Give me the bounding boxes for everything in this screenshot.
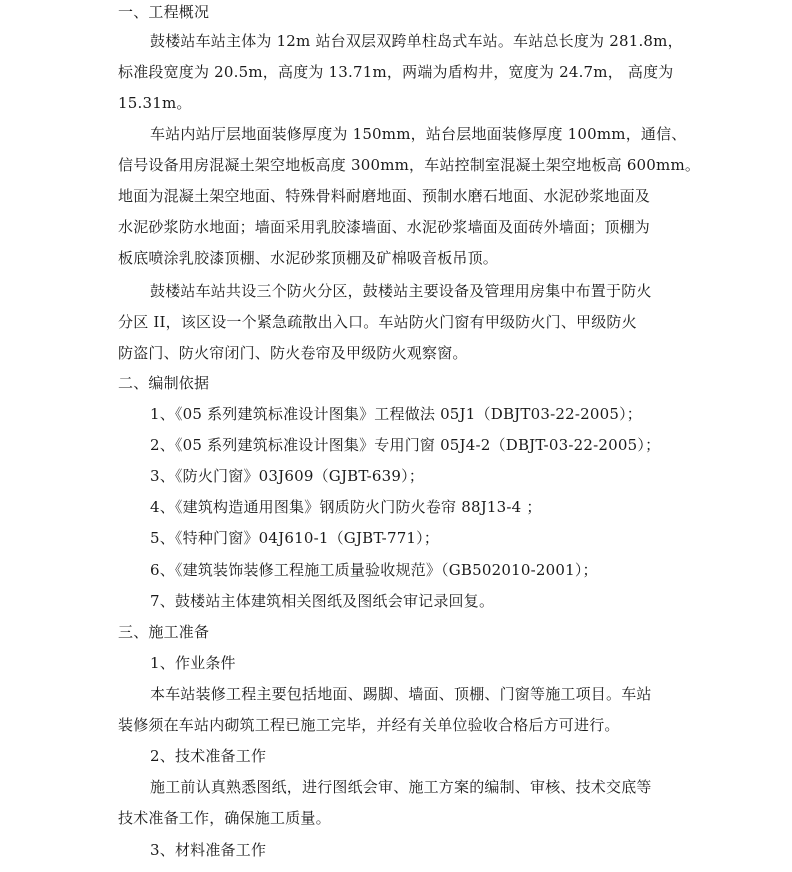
paragraph-line: 防盗门、防火帘闭门、防火卷帘及甲级防火观察窗。 [118, 344, 468, 362]
section-heading-basis: 二、编制依据 [118, 374, 210, 392]
paragraph-line: 板底喷涂乳胶漆顶棚、水泥砂浆顶棚及矿棉吸音板吊顶。 [118, 249, 499, 267]
list-item: 6、《建筑装饰装修工程施工质量验收规范》（GB502010-2001）； [150, 561, 598, 579]
section-heading-overview: 一、工程概况 [118, 3, 210, 21]
paragraph-line: 15.31m。 [118, 94, 192, 112]
paragraph-line: 水泥砂浆防水地面；墙面采用乳胶漆墙面、水泥砂浆墙面及面砖外墙面；顶棚为 [118, 218, 651, 236]
paragraph-line: 车站内站厅层地面装修厚度为 150mm，站台层地面装修厚度 100mm，通信、 [150, 125, 687, 143]
list-item: 7、鼓楼站主体建筑相关图纸及图纸会审记录回复。 [150, 592, 495, 610]
list-item: 4、《建筑构造通用图集》钢质防火门防火卷帘 88J13-4 ； [150, 498, 542, 516]
list-item: 5、《特种门窗》04J610-1（GJBT-771）； [150, 529, 440, 547]
section-heading-preparation: 三、施工准备 [118, 623, 210, 641]
paragraph-line: 分区 II，该区设一个紧急疏散出入口。车站防火门窗有甲级防火门、甲级防火 [118, 313, 637, 331]
paragraph-line: 地面为混凝土架空地面、特殊骨料耐磨地面、预制水磨石地面、水泥砂浆地面及 [118, 187, 651, 205]
subsection-heading: 1、作业条件 [150, 654, 236, 672]
paragraph-line: 鼓楼站车站共设三个防火分区，鼓楼站主要设备及管理用房集中布置于防火 [150, 282, 652, 300]
paragraph-line: 本车站装修工程主要包括地面、踢脚、墙面、顶棚、门窗等施工项目。车站 [150, 685, 652, 703]
list-item: 2、《05 系列建筑标准设计图集》专用门窗 05J4-2（DBJT-03-22-2005）； [150, 436, 661, 454]
list-item: 1、《05 系列建筑标准设计图集》工程做法 05J1（DBJT03-22-2005）； [150, 405, 642, 423]
subsection-heading: 2、技术准备工作 [150, 747, 267, 765]
subsection-heading: 3、材料准备工作 [150, 841, 267, 859]
paragraph-line: 鼓楼站车站主体为 12m 站台双层双跨单柱岛式车站。车站总长度为 281.8m， [150, 32, 683, 50]
paragraph-line: 技术准备工作，确保施工质量。 [118, 809, 331, 827]
paragraph-line: 信号设备用房混凝土架空地板高度 300mm，车站控制室混凝土架空地板高 600mm。 [118, 156, 701, 174]
paragraph-line: 施工前认真熟悉图纸，进行图纸会审、施工方案的编制、审核、技术交底等 [150, 778, 652, 796]
paragraph-line: 装修须在车站内砌筑工程已施工完毕，并经有关单位验收合格后方可进行。 [118, 716, 620, 734]
paragraph-line: 标准段宽度为 20.5m，高度为 13.71m，两端为盾构井，宽度为 24.7m， 高度为 [118, 63, 674, 81]
list-item: 3、《防火门窗》03J609（GJBT-639）； [150, 467, 425, 485]
